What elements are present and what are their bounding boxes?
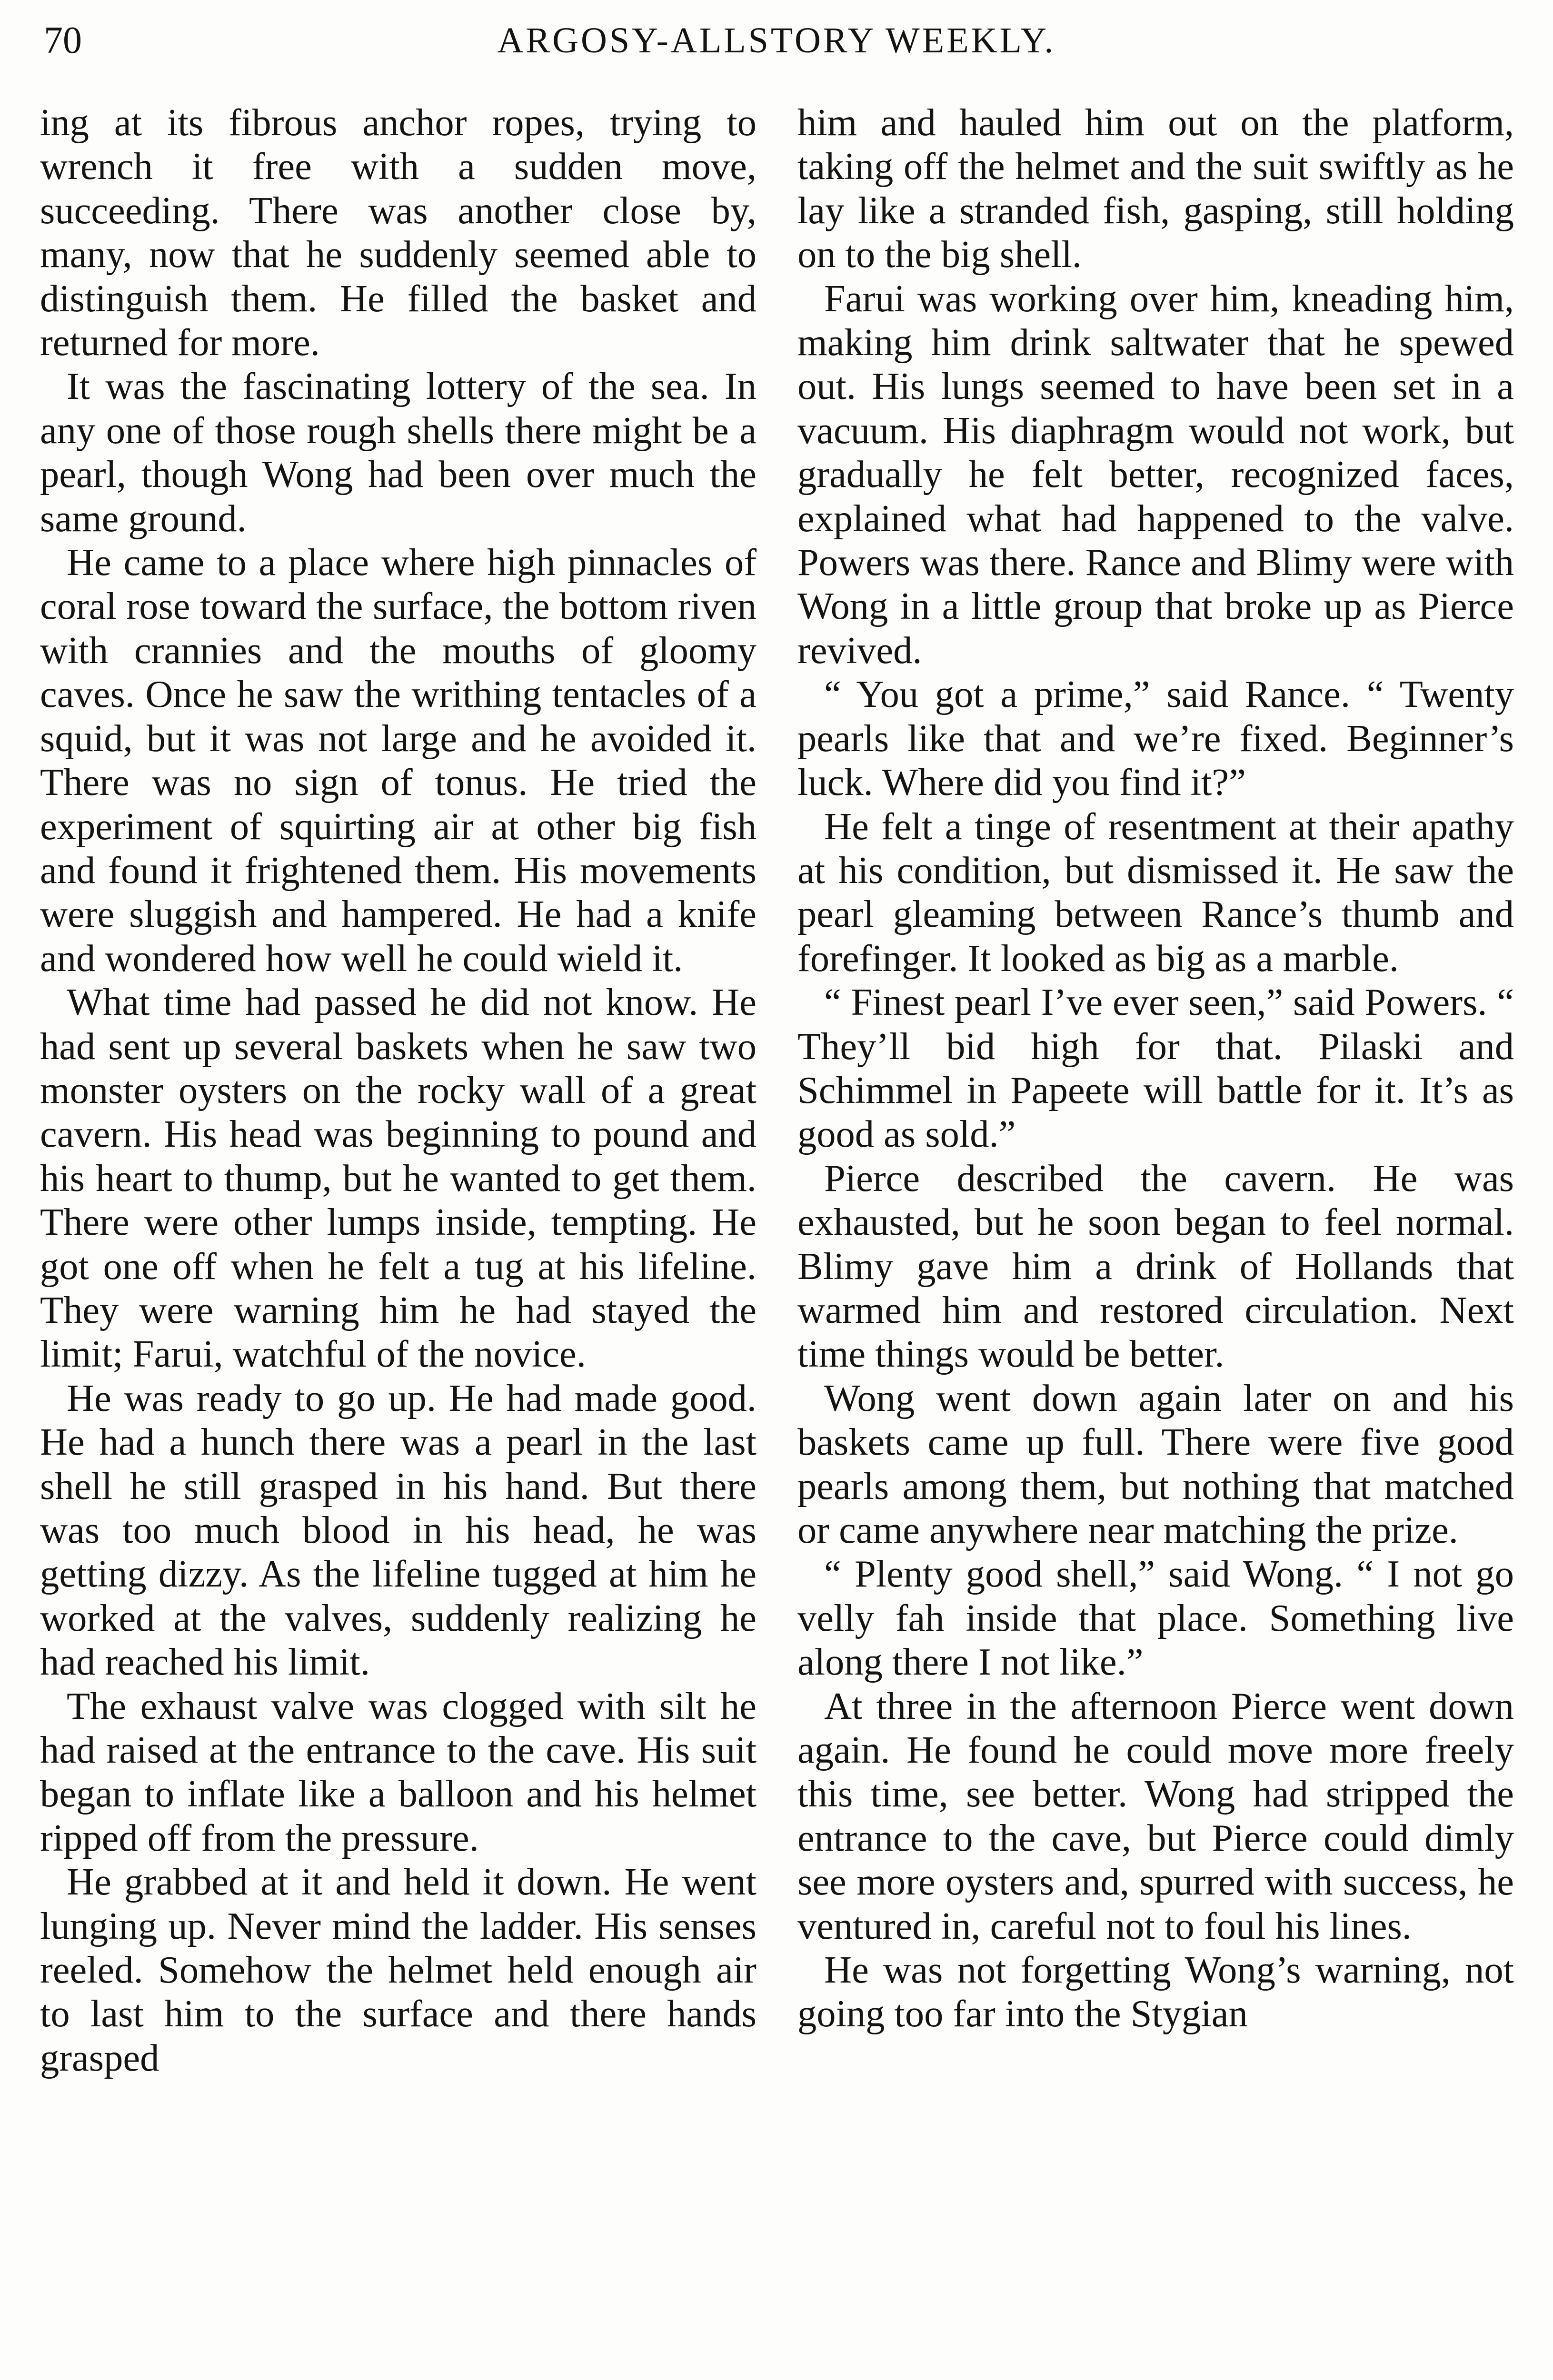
left-column: [40, 101, 757, 2080]
paragraph: He came to a place where high pinnacles of coral rose toward the surface, the bottom riven with crannies and the mouths of gloomy caves. Once he saw the writhing tentacles of a squid, but it was not large and he avoided it. There was no sign of tonus. He tried the experiment of squirting air at other big fish and found it frightened them. His movements were sluggish and hampered. He had a knife and wondered how well he could wield it.: [40, 541, 757, 980]
paragraph: He grabbed at it and held it down. He went lunging up. Never mind the ladder. His senses reeled. Somehow the helmet held enough air to last him to the surface and there hands grasped: [40, 1861, 757, 2079]
paragraph: “ Plenty good shell,” said Wong. “ I not go velly fah inside that place. Something live along there I not like.”: [797, 1553, 1514, 1684]
paragraph: The exhaust valve was clogged with silt he had raised at the entrance to the cave. His suit began to inflate like a balloon and his helmet ripped off from the pressure.: [40, 1685, 757, 1859]
page-header: [0, 0, 1553, 95]
paragraph: He felt a tinge of resentment at their apathy at his condition, but dismissed it. He saw the pearl gleaming between Rance’s thumb and forefinger. It looked as big as a marble.: [797, 805, 1514, 980]
running-title: ARGOSY-ALLSTORY WEEKLY.: [497, 20, 1056, 60]
paragraph: Pierce described the cavern. He was exhausted, but he soon began to feel normal. Blimy gave him a drink of Hollands that warmed him and restored circulation. Next time things would be better.: [797, 1157, 1514, 1376]
right-column: [797, 101, 1514, 2036]
page-number: 70: [44, 20, 82, 61]
paragraph: Farui was working over him, kneading him, making him drink saltwater that he spewed out. His lungs seemed to have been set in a vacuum. His diaphragm would not work, but gradually he felt better, recognized faces, explained what had happened to the valve. Powers was there. Rance and Blimy were with Wong in a little group that broke up as Pierce revived.: [797, 277, 1514, 672]
paragraph: him and hauled him out on the platform, taking off the helmet and the suit swiftly as he lay like a stranded fish, gasping, still holding on to the big shell.: [797, 101, 1514, 276]
paragraph: It was the fascinating lottery of the sea. In any one of those rough shells there might be a pearl, though Wong had been over much the same ground.: [40, 365, 757, 540]
paragraph: “ You got a prime,” said Rance. “ Twenty pearls like that and we’re fixed. Beginner’s luck. Where did you find it?”: [797, 673, 1514, 804]
paragraph: What time had passed he did not know. He had sent up several baskets when he saw two monster oysters on the rocky wall of a great cavern. His head was beginning to pound and his heart to thump, but he wanted to get them. There were other lumps inside, tempting. He got one off when he felt a tug at his lifeline. They were warning him he had stayed the limit; Farui, watchful of the novice.: [40, 981, 757, 1376]
paragraph: ing at its fibrous anchor ropes, trying to wrench it free with a sudden move, succeeding. There was another close by, many, now that he suddenly seemed able to distinguish them. He filled the basket and returned for more.: [40, 101, 757, 364]
paragraph: He was not forgetting Wong’s warning, not going too far into the Stygian: [797, 1949, 1514, 2035]
paragraph: He was ready to go up. He had made good. He had a hunch there was a pearl in the last shell he still grasped in his hand. But there was too much blood in his head, he was getting dizzy. As the lifeline tugged at him he worked at the valves, suddenly realizing he had reached his limit.: [40, 1377, 757, 1684]
paragraph: Wong went down again later on and his baskets came up full. There were five good pearls among them, but nothing that matched or came anywhere near matching the prize.: [797, 1377, 1514, 1551]
paragraph: “ Finest pearl I’ve ever seen,” said Powers. “ They’ll bid high for that. Pilaski and Schimmel in Papeete will battle for it. It’s as good as sold.”: [797, 981, 1514, 1156]
paragraph: At three in the afternoon Pierce went down again. He found he could move more freely this time, see better. Wong had stripped the entrance to the cave, but Pierce could dimly see more oysters and, spurred with success, he ventured in, careful not to foul his lines.: [797, 1685, 1514, 1947]
